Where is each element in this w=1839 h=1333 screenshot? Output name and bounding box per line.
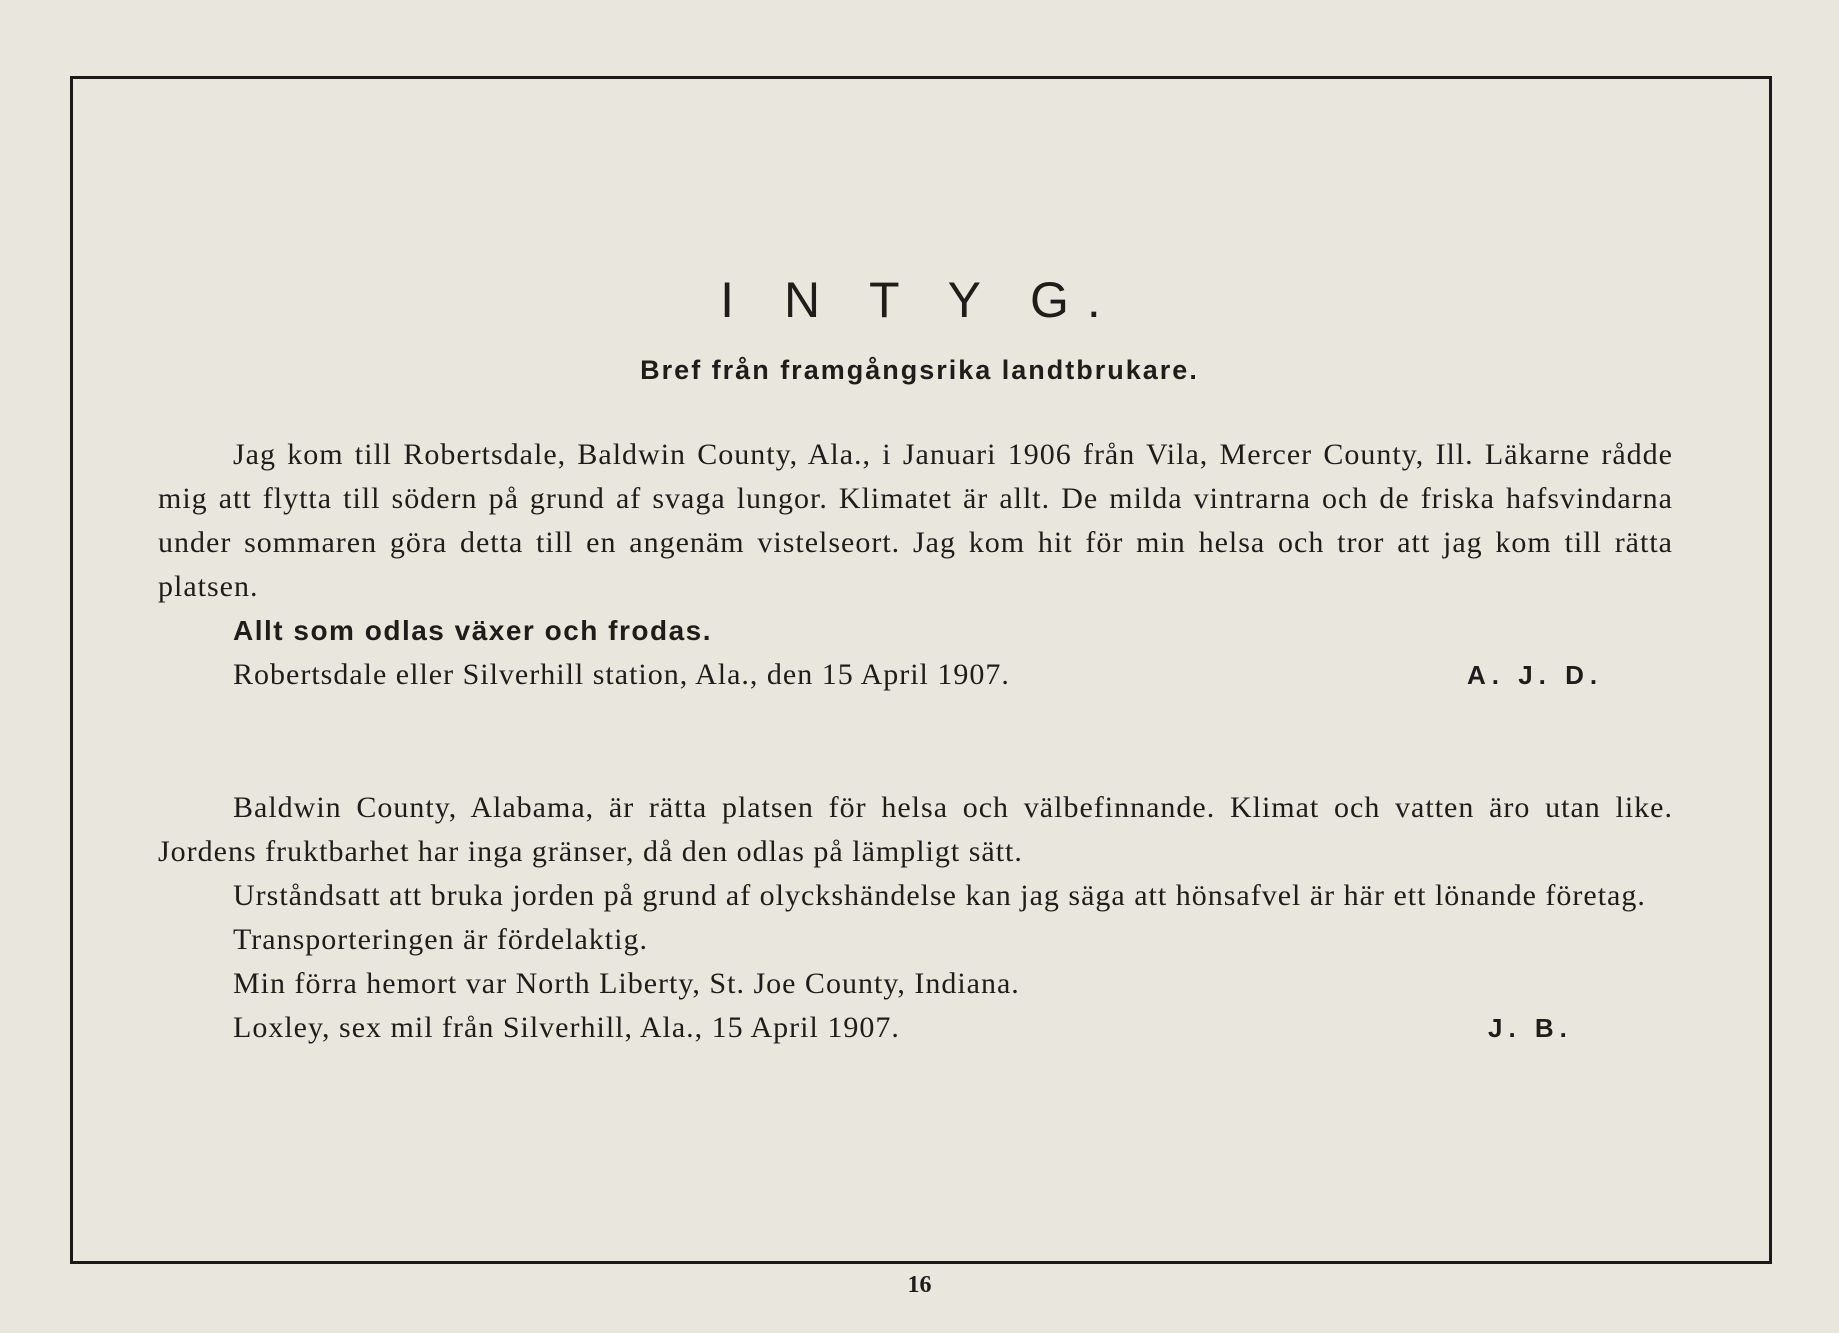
letter-2-place-date: Loxley, sex mil från Silverhill, Ala., 15 April 1907. [233, 1011, 900, 1044]
letter-1 [158, 433, 1673, 697]
letter-2-line-1: Transporteringen är fördelaktig. [233, 923, 648, 956]
letter-1-signature: A. J. D. [1467, 660, 1604, 690]
letter-2-paragraph-2: Urståndsatt att bruka jorden på grund af olyckshändelse kan jag säga att hönsafvel är här ett lönande företag. [233, 879, 1646, 912]
letter-2-signoff [158, 1006, 1673, 1050]
letter-2-signature: J. B. [1488, 1013, 1573, 1043]
letter-2-paragraph-1: Baldwin County, Alabama, är rätta platsen för helsa och välbefinnande. Klimat och vatten äro utan like. Jordens fruktbarhet har inga gränser, då den odlas på lämpligt sätt. [158, 791, 1673, 868]
letter-1-emphasis: Allt som odlas växer och frodas. [233, 615, 713, 646]
letter-1-paragraph: Jag kom till Robertsdale, Baldwin County, Ala., i Januari 1906 från Vila, Mercer County, Ill. Läkarne rådde mig att flytta till södern på grund af svaga lungor. Klimatet är allt. De milda vintrarna och de friska hafsvindarna under sommaren göra detta till en angenäm vistelseort. Jag kom hit för min helsa och tror att jag kom till rätta platsen. [158, 438, 1673, 603]
page-title: I N T Y G. [720, 272, 1119, 328]
page-subtitle: Bref från framgångsrika landtbrukare. [640, 355, 1199, 385]
letter-1-place-date: Robertsdale eller Silverhill station, Ala., den 15 April 1907. [233, 658, 1010, 691]
letter-1-signoff [158, 653, 1673, 697]
letter-2 [158, 786, 1673, 1050]
letter-2-line-2: Min förra hemort var North Liberty, St. Joe County, Indiana. [233, 967, 1020, 1000]
page-number: 16 [907, 1272, 932, 1298]
